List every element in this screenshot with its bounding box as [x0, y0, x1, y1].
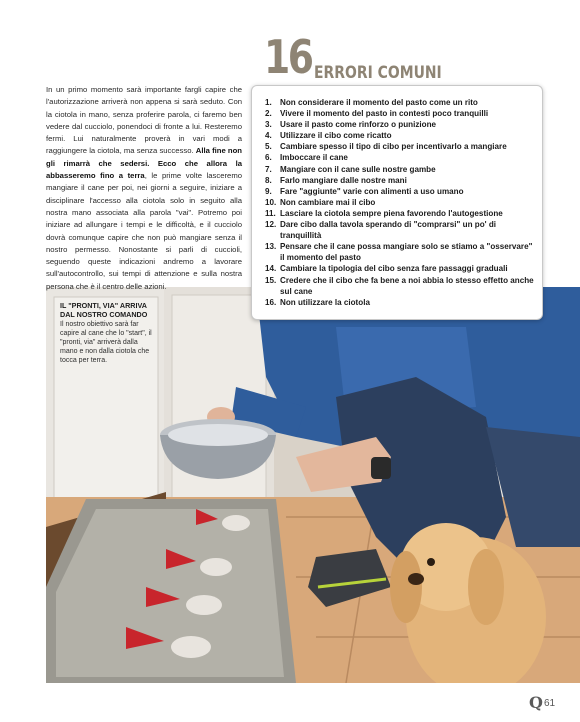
error-item: [265, 119, 534, 130]
error-text: Non cambiare mai il cibo: [280, 197, 376, 207]
error-item: [265, 141, 534, 152]
error-item: [265, 219, 534, 241]
error-text: Utilizzare il cibo come ricatto: [280, 131, 392, 141]
error-item: [265, 241, 534, 263]
error-text: Non utilizzare la ciotola: [280, 297, 370, 307]
error-number: 9.: [265, 186, 272, 196]
error-item: [265, 164, 534, 175]
section-title: ERRORI COMUNI: [314, 63, 442, 83]
error-item: [265, 297, 534, 308]
caption-title: IL "PRONTI, VIA" ARRIVA DAL NOSTRO COMANDO: [60, 301, 148, 319]
error-text: Lasciare la ciotola sempre piena favorendo l'autogestione: [280, 208, 503, 218]
error-item: [265, 197, 534, 208]
error-item: [265, 130, 534, 141]
error-item: [265, 108, 534, 119]
errors-box: [251, 85, 543, 320]
error-text: Cambiare spesso il tipo di cibo per incentivarlo a mangiare: [280, 142, 507, 152]
page-footer: [529, 695, 555, 711]
error-number: 1.: [265, 98, 272, 107]
error-number: 16.: [265, 297, 277, 307]
error-text: Farlo mangiare dalle nostre mani: [280, 175, 407, 185]
intro-paragraph: [46, 84, 242, 293]
error-item: [265, 275, 534, 297]
error-text: Cambiare la tipologia del cibo senza fare passaggi graduali: [280, 264, 508, 274]
error-text: Credere che il cibo che fa bene a noi abbia lo stesso effetto anche sul cane: [280, 275, 534, 296]
error-number: 3.: [265, 120, 272, 130]
magazine-logo: Q: [529, 693, 543, 712]
error-text: Usare il pasto come rinforzo o punizione: [280, 120, 437, 130]
error-number: 6.: [265, 153, 272, 163]
error-number: 8.: [265, 175, 272, 185]
error-item: [265, 186, 534, 197]
error-number: 11.: [265, 208, 276, 218]
error-text: Mangiare con il cane sulle nostre gambe: [280, 164, 436, 174]
error-text: Imboccare il cane: [280, 153, 348, 163]
error-text: Fare "aggiunte" varie con alimenti a uso umano: [280, 186, 464, 196]
error-item: [265, 175, 534, 186]
error-text: Dare cibo dalla tavola sperando di "comprarsi" un po' di tranquillità: [280, 220, 497, 241]
error-text: Pensare che il cane possa mangiare solo se stiamo a "osservare" il momento del pasto: [280, 242, 533, 263]
photo-caption: [60, 301, 152, 365]
error-number: 14.: [265, 264, 277, 274]
error-item: [265, 208, 534, 219]
error-item: [265, 263, 534, 274]
intro-text-1: In un primo momento sarà importante fargli capire che l'autorizzazione arriverà non appena si sarà seduto. Con la ciotola in mano, senza proferire parola, ci faremo ben vedere dal cucciolo, ponendoci di fronte a lui. Resteremo fermi. Lui naturalmente proverà in vari modi a raggiungere la ciotola, ma senza successo.: [46, 85, 242, 156]
error-number: 12.: [265, 220, 277, 230]
error-number: 15.: [265, 275, 277, 285]
errors-list: [252, 86, 542, 308]
error-item: [265, 152, 534, 163]
error-item: [265, 97, 534, 108]
error-number: 5.: [265, 142, 272, 152]
error-number: 4.: [265, 131, 272, 141]
error-number: 13.: [265, 242, 277, 252]
error-number: 2.: [265, 109, 272, 119]
page-number: 61: [543, 697, 556, 709]
intro-text-2: , le prime volte lasceremo mangiare il cane per poi, nei giorni a seguire, iniziare a disciplinare l'accesso alla ciotola solo in seguito alla nostra mano associata alla parola "vai". Potremo poi iniziare ad allungare i tempi e le difficoltà, e il cucciolo dovrà comunque capire che non può mangiare senza il nostro permesso. Nonostante si parli di cuccioli, seguendo queste indicazioni andremo a lavorare sull'autocontrollo, sui tempi di attenzione e sulla nostra persona che è il centro delle azioni.: [46, 171, 242, 291]
error-number: 7.: [265, 164, 272, 174]
caption-body: Il nostro obiettivo sarà far capire al cane che lo "start", il "pronti, via" arriverà dalla mano e non dalla ciotola che tocca per terra.: [60, 321, 152, 364]
section-number: 16: [264, 30, 312, 84]
error-number: 10.: [265, 197, 277, 207]
intro-bold-text: Alla fine non gli rimarrà che sedersi. Ecco che allora la abbasseremo fino a terra: [46, 146, 242, 181]
error-text: Non considerare il momento del pasto come un rito: [280, 98, 478, 107]
error-text: Vivere il momento del pasto in contesti poco tranquilli: [280, 109, 489, 119]
